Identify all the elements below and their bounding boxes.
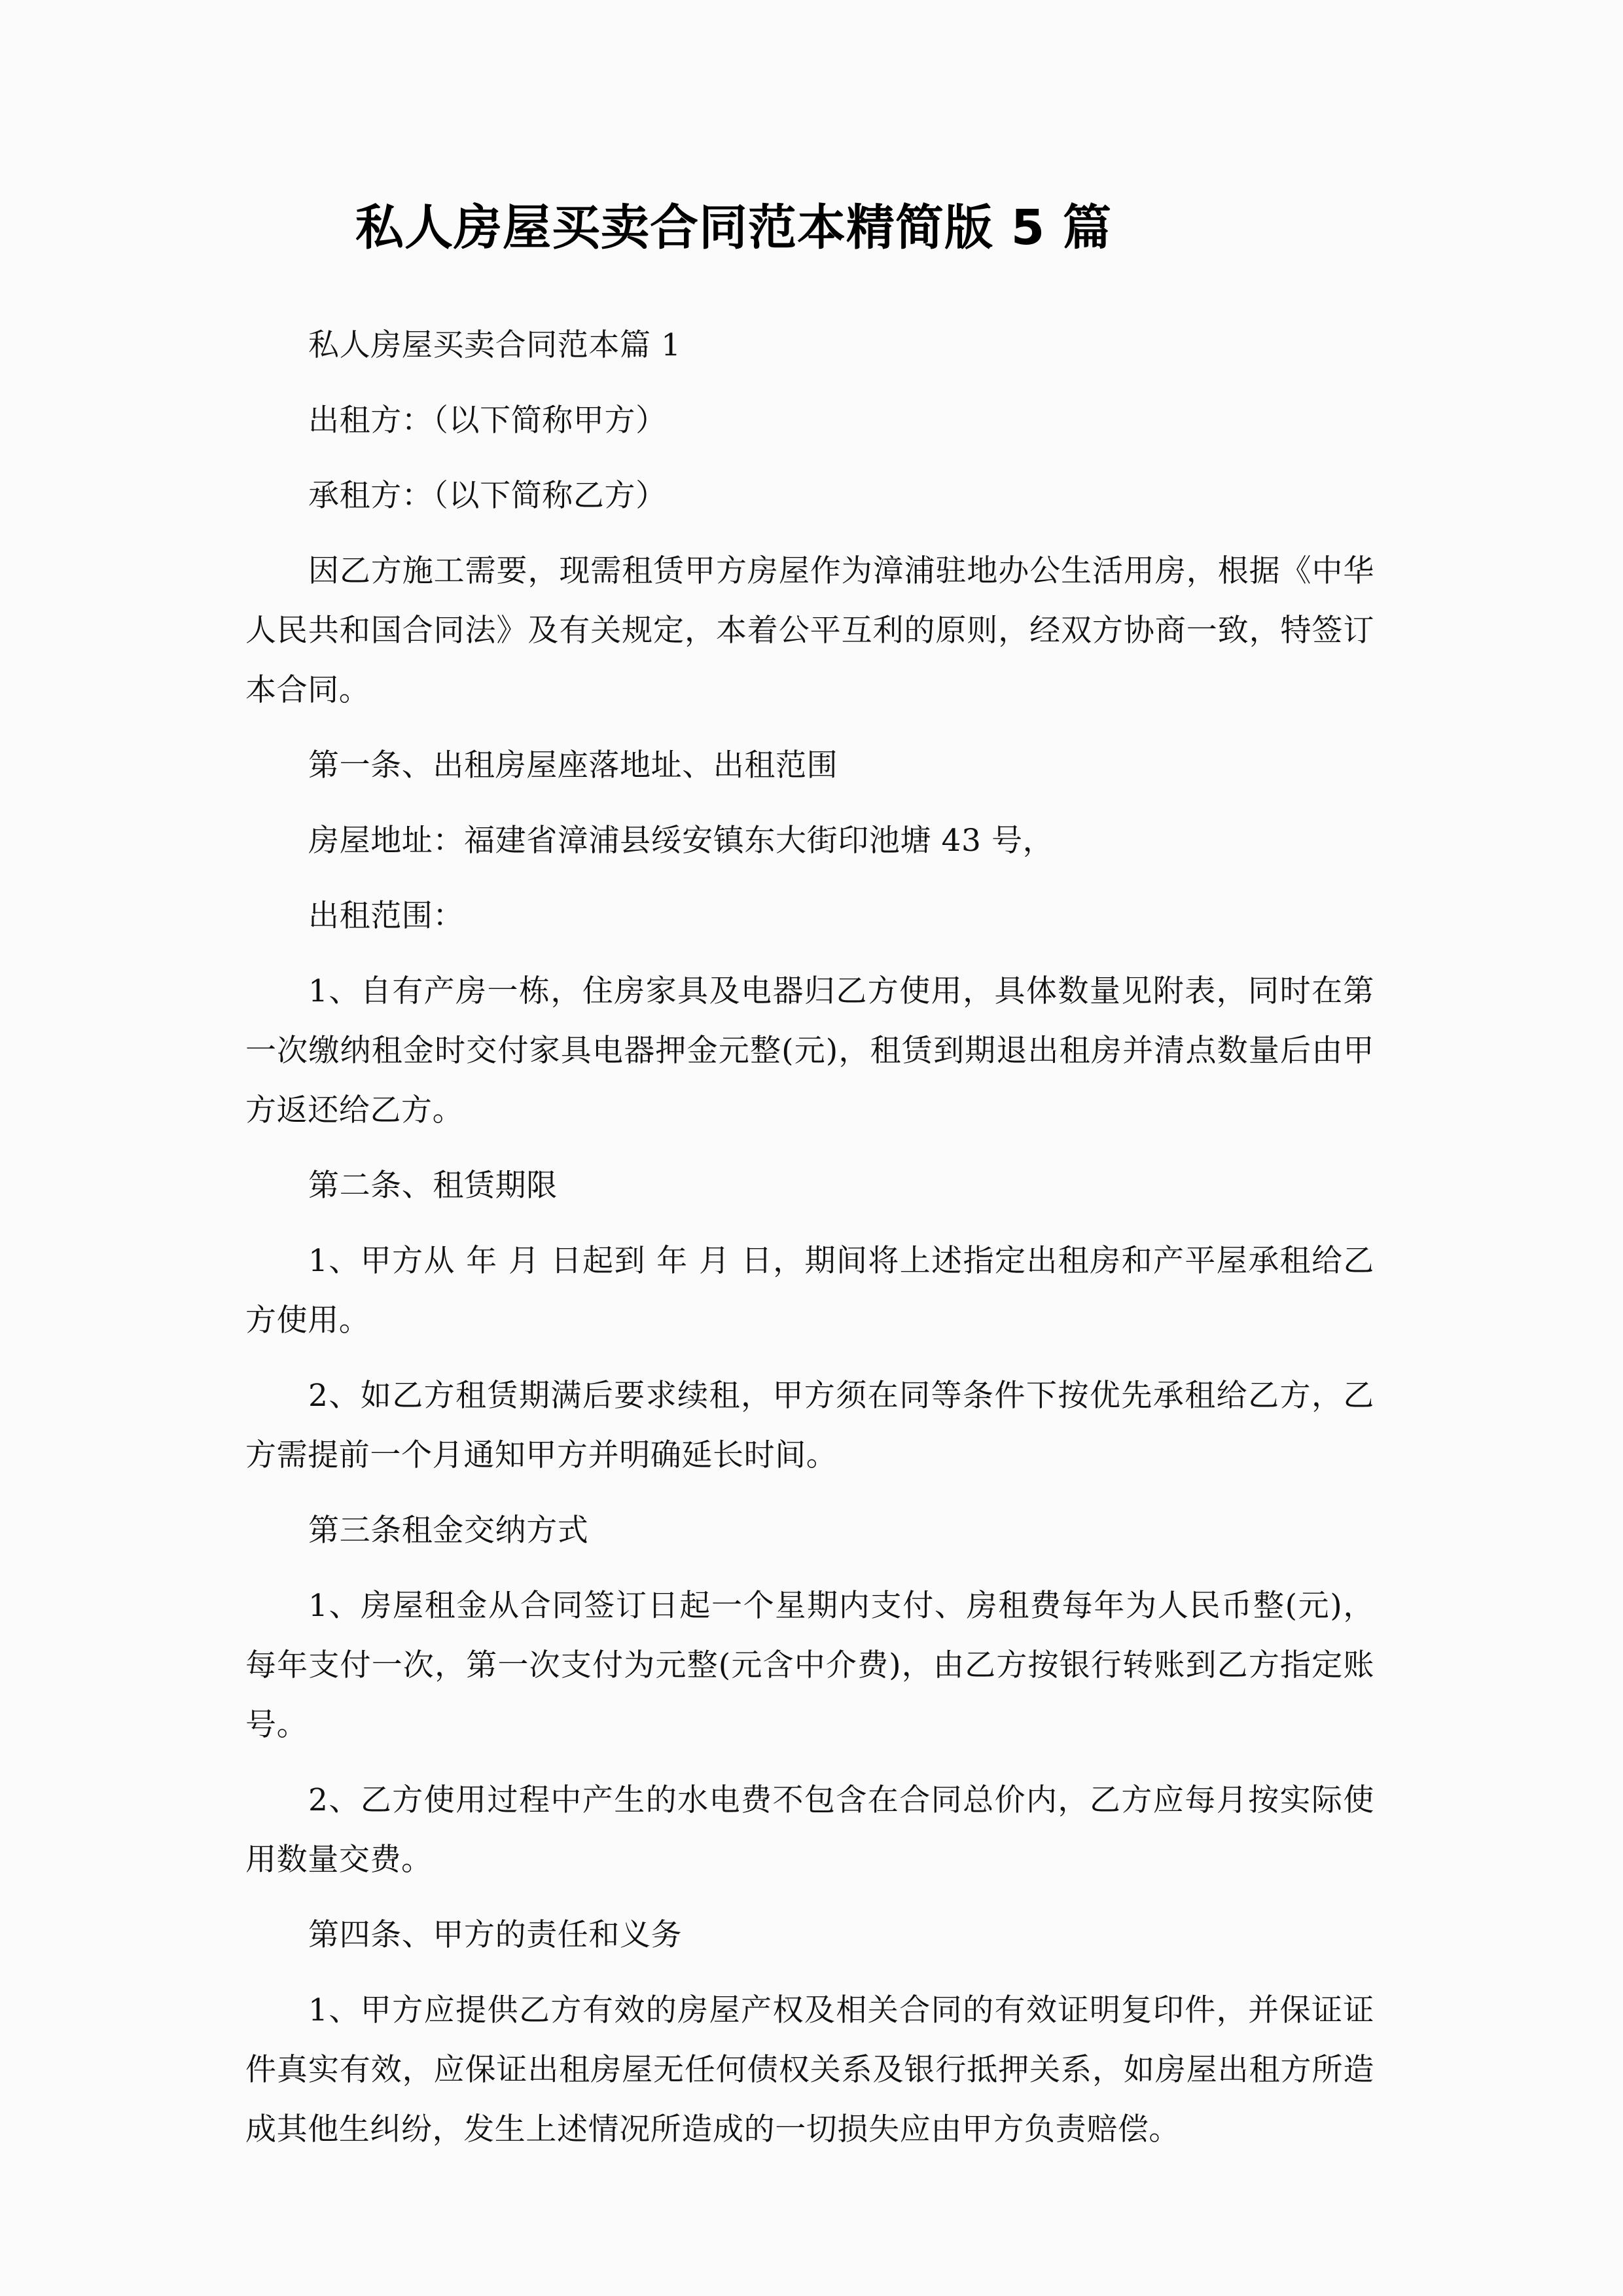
paragraph-heading-piece-1: 私人房屋买卖合同范本篇 1 [308, 327, 681, 363]
paragraph-rental-scope-label: 出租范围： [308, 897, 464, 934]
paragraph-article-3-item-1: 1、房屋租金从合同签订日起一个星期内支付、房租费每年为人民币整(元)，每年支付一次，第一次支付为元整(元含中介费)，由乙方按银行转账到乙方指定账号。 [245, 1587, 1374, 1743]
paragraph-preamble: 因乙方施工需要，现需租赁甲方房屋作为漳浦驻地办公生活用房，根据《中华人民共和国合同法》及有关规定，本着公平互利的原则，经双方协商一致，特签订本合同。 [245, 552, 1374, 708]
paragraph-article-4-item-1: 1、甲方应提供乙方有效的房屋产权及相关合同的有效证明复印件，并保证证件真实有效，应保证出租房屋无任何债权关系及银行抵押关系，如房屋出租方所造成其他生纠纷，发生上述情况所造成的一切损失应由甲方负责赔偿。 [245, 1992, 1374, 2147]
paragraph-lessor-line: 出租方：（以下简称甲方） [308, 402, 667, 439]
paragraph-article-2-item-2: 2、如乙方租赁期满后要求续租，甲方须在同等条件下按优先承租给乙方，乙方需提前一个月通知甲方并明确延长时间。 [245, 1377, 1374, 1473]
paragraph-article-2-item-1: 1、甲方从 年 月 日起到 年 月 日，期间将上述指定出租房和产平屋承租给乙方使用。 [245, 1242, 1374, 1338]
section-heading-article-2: 第二条、租赁期限 [308, 1167, 558, 1204]
paragraph-article-1-item-1: 1、自有产房一栋，住房家具及电器归乙方使用，具体数量见附表，同时在第一次缴纳租金时交付家具电器押金元整(元)，租赁到期退出租房并清点数量后由甲方返还给乙方。 [245, 973, 1374, 1128]
page-title: 私人房屋买卖合同范本精简版 5 篇 [355, 200, 1113, 256]
section-heading-article-4: 第四条、甲方的责任和义务 [308, 1916, 683, 1953]
paragraph-house-address: 房屋地址：福建省漳浦县绥安镇东大街印池塘 43 号， [308, 822, 1054, 859]
paragraph-article-3-item-2: 2、乙方使用过程中产生的水电费不包含在合同总价内，乙方应每月按实际使用数量交费。 [245, 1782, 1374, 1878]
section-heading-article-1: 第一条、出租房屋座落地址、出租范围 [308, 747, 838, 783]
paragraph-lessee-line: 承租方：（以下简称乙方） [308, 477, 667, 514]
section-heading-article-3: 第三条租金交纳方式 [308, 1512, 589, 1549]
document-body [245, 196, 1374, 2159]
